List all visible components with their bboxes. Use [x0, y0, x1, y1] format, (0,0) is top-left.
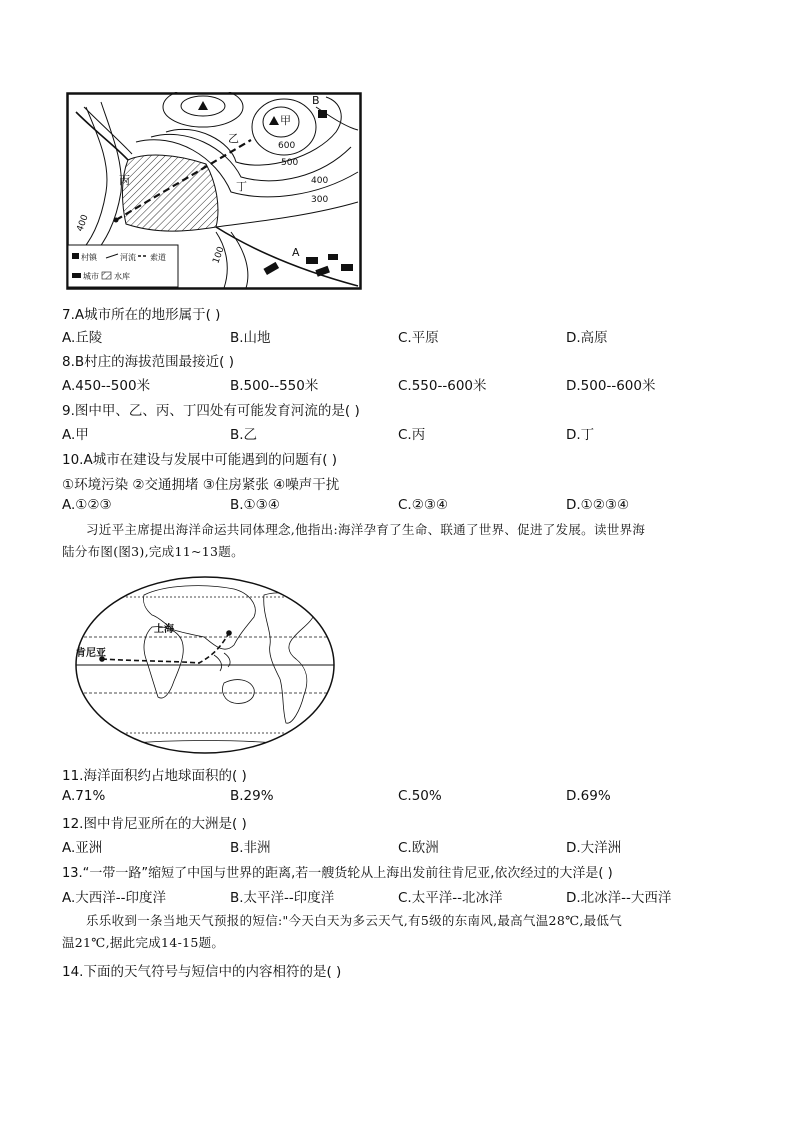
- q11-option-c[interactable]: C.50%: [398, 788, 442, 804]
- question-9-stem: 9.图中甲、乙、丙、丁四处有可能发育河流的是( ): [62, 403, 360, 419]
- label-bing: 丙: [119, 174, 130, 187]
- q13-option-c[interactable]: C.太平洋--北冰洋: [398, 890, 503, 906]
- contour-400: 400: [311, 176, 329, 186]
- question-8-stem: 8.B村庄的海拔范围最接近( ): [62, 354, 234, 370]
- q8-option-a[interactable]: A.450--500米: [62, 378, 151, 394]
- village-b-icon: [318, 110, 327, 118]
- question-11-options: [62, 788, 742, 806]
- q11-option-b[interactable]: B.29%: [230, 788, 274, 804]
- label-a: A: [292, 246, 300, 259]
- q8-option-d[interactable]: D.500--600米: [566, 378, 656, 394]
- q9-option-c[interactable]: C.丙: [398, 427, 426, 443]
- question-12-stem: 12.图中肯尼亚所在的大洲是( ): [62, 816, 247, 832]
- passage-2: [62, 910, 732, 954]
- contour-300: 300: [311, 195, 329, 205]
- contour-map: [66, 92, 362, 290]
- question-13-options: [62, 886, 742, 904]
- q12-option-d[interactable]: D.大洋洲: [566, 840, 622, 856]
- q12-option-a[interactable]: A.亚洲: [62, 840, 103, 856]
- contour-500: 500: [281, 158, 299, 168]
- question-8-options: [62, 374, 742, 392]
- q7-option-a[interactable]: A.丘陵: [62, 330, 103, 346]
- label-yi: 乙: [228, 132, 239, 145]
- world-map: [74, 575, 336, 755]
- contour-100: 100: [211, 245, 227, 266]
- q11-option-a[interactable]: A.71%: [62, 788, 106, 804]
- question-12-options: [62, 836, 742, 854]
- passage-1: [62, 519, 732, 563]
- q10-option-c[interactable]: C.②③④: [398, 497, 449, 513]
- label-ding: 丁: [236, 180, 247, 193]
- question-10-options: [62, 497, 742, 515]
- q7-option-d[interactable]: D.高原: [566, 330, 608, 346]
- q10-option-a[interactable]: A.①②③: [62, 497, 112, 513]
- question-10-stem: 10.A城市在建设与发展中可能遇到的问题有( ): [62, 452, 338, 468]
- q8-option-c[interactable]: C.550--600米: [398, 378, 487, 394]
- question-10-sub: ①环境污染 ②交通拥堵 ③住房紧张 ④噪声干扰: [62, 477, 340, 493]
- svg-text:索道: 索道: [150, 253, 166, 262]
- svg-text:城市: 城市: [83, 272, 99, 281]
- q11-option-d[interactable]: D.69%: [566, 788, 611, 804]
- passage-2-line2: 温21℃,据此完成14-15题。: [62, 935, 225, 950]
- q12-option-b[interactable]: B.非洲: [230, 840, 271, 856]
- q9-option-a[interactable]: A.甲: [62, 427, 89, 443]
- question-11-stem: 11.海洋面积约占地球面积的( ): [62, 768, 247, 784]
- q13-option-d[interactable]: D.北冰洋--大西洋: [566, 890, 672, 906]
- svg-text:水库: 水库: [114, 272, 130, 281]
- map-legend: [68, 245, 178, 287]
- q7-option-b[interactable]: B.山地: [230, 330, 271, 346]
- contour-400-left: 400: [75, 213, 91, 234]
- q9-option-d[interactable]: D.丁: [566, 427, 595, 443]
- q13-option-a[interactable]: A.大西洋--印度洋: [62, 890, 167, 906]
- label-jia: 甲: [280, 114, 291, 127]
- q12-option-c[interactable]: C.欧洲: [398, 840, 439, 856]
- question-7-options: [62, 326, 742, 344]
- label-b: B: [312, 94, 320, 107]
- svg-text:河流: 河流: [120, 253, 136, 262]
- question-7-stem: 7.A城市所在的地形属于( ): [62, 307, 221, 323]
- q10-option-b[interactable]: B.①③④: [230, 497, 280, 513]
- passage-1-line2: 陆分布图(图3),完成11~13题。: [62, 544, 244, 559]
- passage-1-line1: 习近平主席提出海洋命运共同体理念,他指出:海洋孕育了生命、联通了世界、促进了发展。读世界海: [86, 522, 646, 537]
- label-shanghai: 上海: [154, 624, 174, 635]
- label-kenya: 肯尼亚: [76, 648, 106, 659]
- q10-option-d[interactable]: D.①②③④: [566, 497, 630, 513]
- q8-option-b[interactable]: B.500--550米: [230, 378, 319, 394]
- q9-option-b[interactable]: B.乙: [230, 427, 258, 443]
- q13-option-b[interactable]: B.太平洋--印度洋: [230, 890, 335, 906]
- contour-600: 600: [278, 141, 296, 151]
- question-14-stem: 14.下面的天气符号与短信中的内容相符的是( ): [62, 964, 342, 980]
- question-9-options: [62, 423, 742, 441]
- passage-2-line1: 乐乐收到一条当地天气预报的短信:"今天白天为多云天气,有5级的东南风,最高气温28℃,最低气: [86, 913, 623, 928]
- svg-text:村镇: 村镇: [81, 253, 97, 262]
- shanghai-dot: [226, 630, 232, 636]
- q7-option-c[interactable]: C.平原: [398, 330, 439, 346]
- question-13-stem: 13.“一带一路”缩短了中国与世界的距离,若一艘货轮从上海出发前往肯尼亚,依次经过的大洋是( ): [62, 866, 613, 881]
- reservoir-area: [122, 155, 217, 231]
